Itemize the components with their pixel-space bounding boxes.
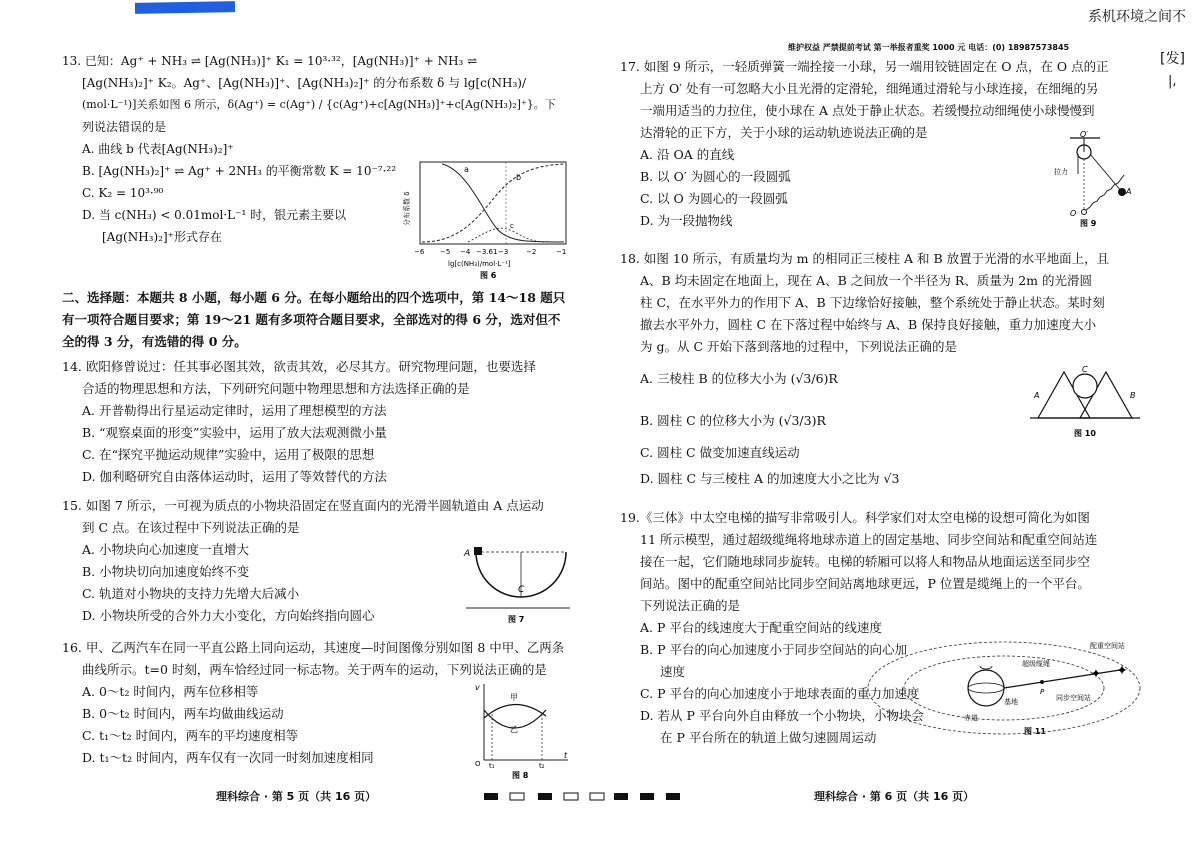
page-6-footer: 理科综合 · 第 6 页（共 16 页） bbox=[814, 790, 975, 803]
q15-option-b: B. 小物块切向加速度始终不变 bbox=[82, 564, 250, 579]
q13-line-2: [Ag(NH₃)₂]⁺ K₂。Ag⁺、[Ag(NH₃)]⁺、[Ag(NH₃)₂]⁺ 的分布系数 δ 与 lg[c(NH₃)/ bbox=[82, 76, 527, 90]
q13-option-b: B. [Ag(NH₃)₂]⁺ ⇌ Ag⁺ + 2NH₃ 的平衡常数 K = 10⁻⁷·²² bbox=[82, 164, 397, 178]
section-2-line-3: 全的得 3 分，有选错的得 0 分。 bbox=[62, 334, 247, 349]
curve-b bbox=[422, 164, 564, 242]
figure-11-caption: 图 11 bbox=[1024, 727, 1046, 736]
x-axis-label: lg[c(NH₃)/mol·L⁻¹] bbox=[448, 260, 511, 268]
q17-line-4: 达滑轮的正下方，关于小球的运动轨迹说法正确的是 bbox=[640, 125, 928, 140]
q16-option-d: D. t₁～t₂ 时间内，两车仅有一次同一时刻加速度相同 bbox=[82, 750, 374, 765]
earth bbox=[968, 670, 1004, 706]
q18-line-5: 为 g。从 C 开始下落到落地的过程中，下列说法正确的是 bbox=[640, 339, 957, 354]
q19-option-d: D. 若从 P 平台向外自由释放一个小物块，小物块会 bbox=[640, 708, 924, 723]
ball bbox=[1118, 188, 1126, 196]
figure-10-prisms-cylinder bbox=[1030, 362, 1140, 442]
q18-option-b: B. 圆柱 C 的位移大小为 (√3/3)R bbox=[640, 413, 826, 428]
curve-c bbox=[468, 228, 548, 242]
label-t1: t₁ bbox=[489, 762, 495, 770]
x-tick-5: −3 bbox=[498, 248, 509, 256]
curve-a bbox=[442, 164, 564, 242]
q14-option-d: D. 伽利略研究自由落体运动时，运用了等效替代的方法 bbox=[82, 469, 388, 484]
label-t2: t₂ bbox=[539, 762, 545, 770]
counter-station-icon: ✦ bbox=[1116, 663, 1128, 679]
q18-option-a: A. 三棱柱 B 的位移大小为 (√3/6)R bbox=[640, 371, 838, 386]
figure-6-distribution-plot bbox=[398, 158, 573, 283]
q15-line-2: 到 C 点。在该过程中下列说法正确的是 bbox=[82, 520, 300, 535]
platform-p bbox=[1040, 680, 1044, 684]
q16-line-2: 曲线所示。t=0 时刻，两车恰经过同一标志物。关于两车的运动，下列说法正确的是 bbox=[82, 662, 547, 677]
x-tick-2: −5 bbox=[440, 248, 451, 256]
rotation-arrow bbox=[980, 666, 992, 669]
section-2-line-2: 有一项符合题目要求；第 19～21 题有多项符合题目要求，全部选对的得 6 分，选对但不 bbox=[62, 312, 561, 327]
q13-line-4: 列说法错误的是 bbox=[82, 120, 167, 134]
y-axis-label: 分布系数 δ bbox=[403, 191, 411, 226]
q18-line-4: 撤去水平外力，圆柱 C 在下落过程中始终与 A、B 保持良好接触，重力加速度大小 bbox=[640, 317, 1097, 332]
figure-10-caption: 图 10 bbox=[1074, 429, 1096, 438]
figure-7-semicircle-track bbox=[462, 544, 572, 626]
anti-leak-header: 维护权益 严禁提前考试 第一举报者重奖 1000 元 电话：(0) 18987573845 bbox=[788, 43, 1070, 52]
q14-option-b: B. “观察桌面的形变”实验中，运用了放大法观测微小量 bbox=[82, 425, 387, 440]
q17-option-d: D. 为一段抛物线 bbox=[640, 213, 733, 228]
q17-option-b: B. 以 O′ 为圆心的一段圆弧 bbox=[640, 169, 791, 184]
cylinder-c bbox=[1073, 374, 1097, 398]
label-a: A bbox=[1034, 391, 1040, 400]
section-2-heading bbox=[62, 287, 565, 353]
figure-9-caption: 图 9 bbox=[1080, 219, 1097, 228]
q15-line-1: 15. 如图 7 所示，一可视为质点的小物块沿固定在竖直面内的光滑半圆轨道由 A 点运动 bbox=[62, 498, 544, 513]
label-v: v bbox=[475, 683, 480, 692]
label-p: P bbox=[1040, 688, 1045, 696]
corner-text: 系机环境之间不 bbox=[1088, 9, 1186, 25]
rope-to-ball bbox=[1090, 154, 1122, 192]
q17-line-2: 上方 O′ 处有一可忽略大小且光滑的定滑轮，细绳通过滑轮与小球连接，在细绳的另 bbox=[640, 81, 1099, 96]
q13-option-c: C. K₂ = 10³·⁹⁰ bbox=[82, 186, 164, 200]
q19-option-b: B. P 平台的向心加速度小于同步空间站的向心加 bbox=[640, 642, 908, 657]
q18-line-2: A、B 均未固定在地面上，现在 A、B 之间放一个半径为 R、质量为 2m 的光滑圆 bbox=[640, 273, 1092, 288]
label-a: A bbox=[1126, 187, 1132, 196]
curve-label-c: c bbox=[510, 222, 514, 230]
x-tick-6: −2 bbox=[526, 248, 537, 256]
q16-option-c: C. t₁～t₂ 时间内，两车的平均速度相等 bbox=[82, 728, 299, 743]
page-5-footer: 理科综合 · 第 5 页（共 16 页） bbox=[216, 790, 377, 803]
label-yi: 乙 bbox=[510, 725, 518, 734]
q17-line-1: 17. 如图 9 所示，一轻质弹簧一端拴接一小球，另一端用铰链固定在 O 点，在 O 点的正 bbox=[620, 59, 1109, 74]
figure-9-pulley-spring bbox=[1040, 128, 1130, 228]
block bbox=[474, 547, 482, 555]
figure-7-caption: 图 7 bbox=[508, 615, 525, 624]
q13-option-a: A. 曲线 b 代表[Ag(NH₃)₂]⁺ bbox=[82, 142, 234, 156]
q19-option-a: A. P 平台的线速度大于配重空间站的线速度 bbox=[640, 620, 882, 635]
x-tick-4: −3.61 bbox=[476, 248, 498, 256]
q16-option-b: B. 0～t₂ 时间内，两车均做曲线运动 bbox=[82, 706, 284, 721]
label-pull-force: 拉力 bbox=[1054, 168, 1068, 176]
q14-line-1: 14. 欧阳修曾说过：任其事必图其效，欲责其效，必尽其方。研究物理问题，也要选择 bbox=[62, 359, 536, 374]
q18-line-1: 18. 如图 10 所示，有质量均为 m 的相同正三棱柱 A 和 B 放置于光滑的水平地面上，且 bbox=[620, 251, 1110, 266]
figure-6-caption: 图 6 bbox=[480, 271, 497, 280]
q19-line-5: 下列说法正确的是 bbox=[640, 598, 741, 613]
label-t: t bbox=[564, 751, 568, 760]
curve-jia bbox=[484, 704, 546, 718]
q13-option-d: D. 当 c(NH₃) < 0.01mol·L⁻¹ 时，银元素主要以 bbox=[82, 208, 347, 222]
label-b: B bbox=[1130, 391, 1136, 400]
label-cable: 超级缆绳 bbox=[1022, 660, 1050, 668]
sync-station-icon: ✦ bbox=[1090, 667, 1102, 682]
right-page bbox=[600, 0, 1200, 849]
label-o: O bbox=[1070, 209, 1077, 218]
q19-option-d-cont: 在 P 平台所在的轨道上做匀速圆周运动 bbox=[660, 730, 877, 745]
figure-8-vt-graph bbox=[472, 680, 572, 780]
plot-frame bbox=[420, 162, 566, 244]
edge-text-2: |, bbox=[1168, 74, 1177, 89]
figure-8-caption: 图 8 bbox=[512, 771, 529, 780]
q16-option-a: A. 0～t₂ 时间内，两车位移相等 bbox=[82, 684, 259, 699]
q16-line-1: 16. 甲、乙两汽车在同一平直公路上同向运动，其速度—时间图像分别如图 8 中甲、乙两条 bbox=[62, 640, 565, 655]
q19-line-1: 19.《三体》中太空电梯的描写非常吸引人。科学家们对太空电梯的设想可简化为如图 bbox=[620, 510, 1090, 525]
q13-option-d-cont: [Ag(NH₃)₂]⁺形式存在 bbox=[102, 230, 222, 244]
q19-option-b-cont: 速度 bbox=[660, 664, 686, 679]
q18-line-3: 柱 C，在水平外力的作用下 A、B 下边缘恰好接触，整个系统处于静止状态。某时刻 bbox=[640, 295, 1105, 310]
x-tick-1: −6 bbox=[414, 248, 425, 256]
question-14 bbox=[62, 356, 536, 488]
q19-line-4: 间站。图中的配重空间站比同步空间站离地球更远，P 位置是缆绳上的一个平台。 bbox=[640, 576, 1090, 591]
x-tick-3: −4 bbox=[460, 248, 471, 256]
q13-line-3: (mol·L⁻¹)]关系如图 6 所示，δ(Ag⁺) = c(Ag⁺) / {c(Ag⁺)+c[Ag(NH₃)]⁺+c[Ag(NH₃)₂]⁺}。下 bbox=[82, 98, 556, 111]
label-sync-station: 同步空间站 bbox=[1056, 694, 1091, 702]
q13-line-1: 13. 已知：Ag⁺ + NH₃ ⇌ [Ag(NH₃)]⁺ K₁ = 10³·³²，[Ag(NH₃)]⁺ + NH₃ ⇌ bbox=[62, 54, 478, 68]
hinge bbox=[1082, 210, 1087, 215]
edge-text-1: [发] bbox=[1160, 51, 1185, 67]
q17-option-c: C. 以 O 为圆心的一段圆弧 bbox=[640, 191, 788, 206]
label-c: C bbox=[1082, 365, 1088, 374]
label-c: C bbox=[518, 585, 525, 595]
q15-option-d: D. 小物块所受的合外力大小变化，方向始终指向圆心 bbox=[82, 608, 375, 623]
curve-label-a: a bbox=[464, 165, 469, 174]
q18-option-c: C. 圆柱 C 做变加速直线运动 bbox=[640, 445, 800, 460]
label-o: O bbox=[475, 760, 481, 768]
label-base: 基地 bbox=[1004, 698, 1018, 706]
x-tick-7: −1 bbox=[556, 248, 567, 256]
curve-label-b: b bbox=[516, 173, 522, 182]
q19-option-c: C. P 平台的向心加速度小于地球表面的重力加速度 bbox=[640, 686, 920, 701]
q15-option-c: C. 轨道对小物块的支持力先增大后减小 bbox=[82, 586, 300, 601]
section-2-line-1: 二、选择题：本题共 8 小题，每小题 6 分。在每小题给出的四个选项中，第 14～18 题只 bbox=[62, 290, 566, 305]
label-o-prime: O′ bbox=[1080, 130, 1089, 139]
q19-line-2: 11 所示模型，通过超级缆绳将地球赤道上的固定基地、同步空间站和配重空间站连 bbox=[640, 532, 1098, 547]
q14-line-2: 合适的物理思想和方法，下列研究问题中物理思想和方法选择正确的是 bbox=[82, 381, 470, 396]
q17-option-a: A. 沿 OA 的直线 bbox=[640, 147, 735, 162]
q18-option-d: D. 圆柱 C 与三棱柱 A 的加速度大小之比为 √3 bbox=[640, 471, 900, 486]
q14-option-a: A. 开普勒得出行星运动定律时，运用了理想模型的方法 bbox=[82, 403, 387, 418]
question-17 bbox=[620, 56, 1109, 232]
q19-line-3: 接在一起，它们随地球同步旋转。电梯的轿厢可以将人和物品从地面运送至同步空 bbox=[640, 554, 1091, 569]
label-equator: 赤道 bbox=[964, 714, 978, 722]
q17-line-3: 一端用适当的力拉住，使小球在 A 点处于静止状态。若缓慢拉动细绳使小球慢慢到 bbox=[640, 103, 1095, 118]
cable bbox=[1004, 670, 1120, 688]
q15-option-a: A. 小物块向心加速度一直增大 bbox=[82, 542, 249, 557]
label-jia: 甲 bbox=[510, 693, 518, 702]
label-counterweight-station: 配重空间站 bbox=[1090, 642, 1125, 650]
label-a: A bbox=[464, 549, 471, 559]
q14-option-c: C. 在“探究平抛运动规律”实验中，运用了极限的思想 bbox=[82, 447, 375, 462]
figure-11-space-elevator bbox=[964, 630, 1144, 738]
